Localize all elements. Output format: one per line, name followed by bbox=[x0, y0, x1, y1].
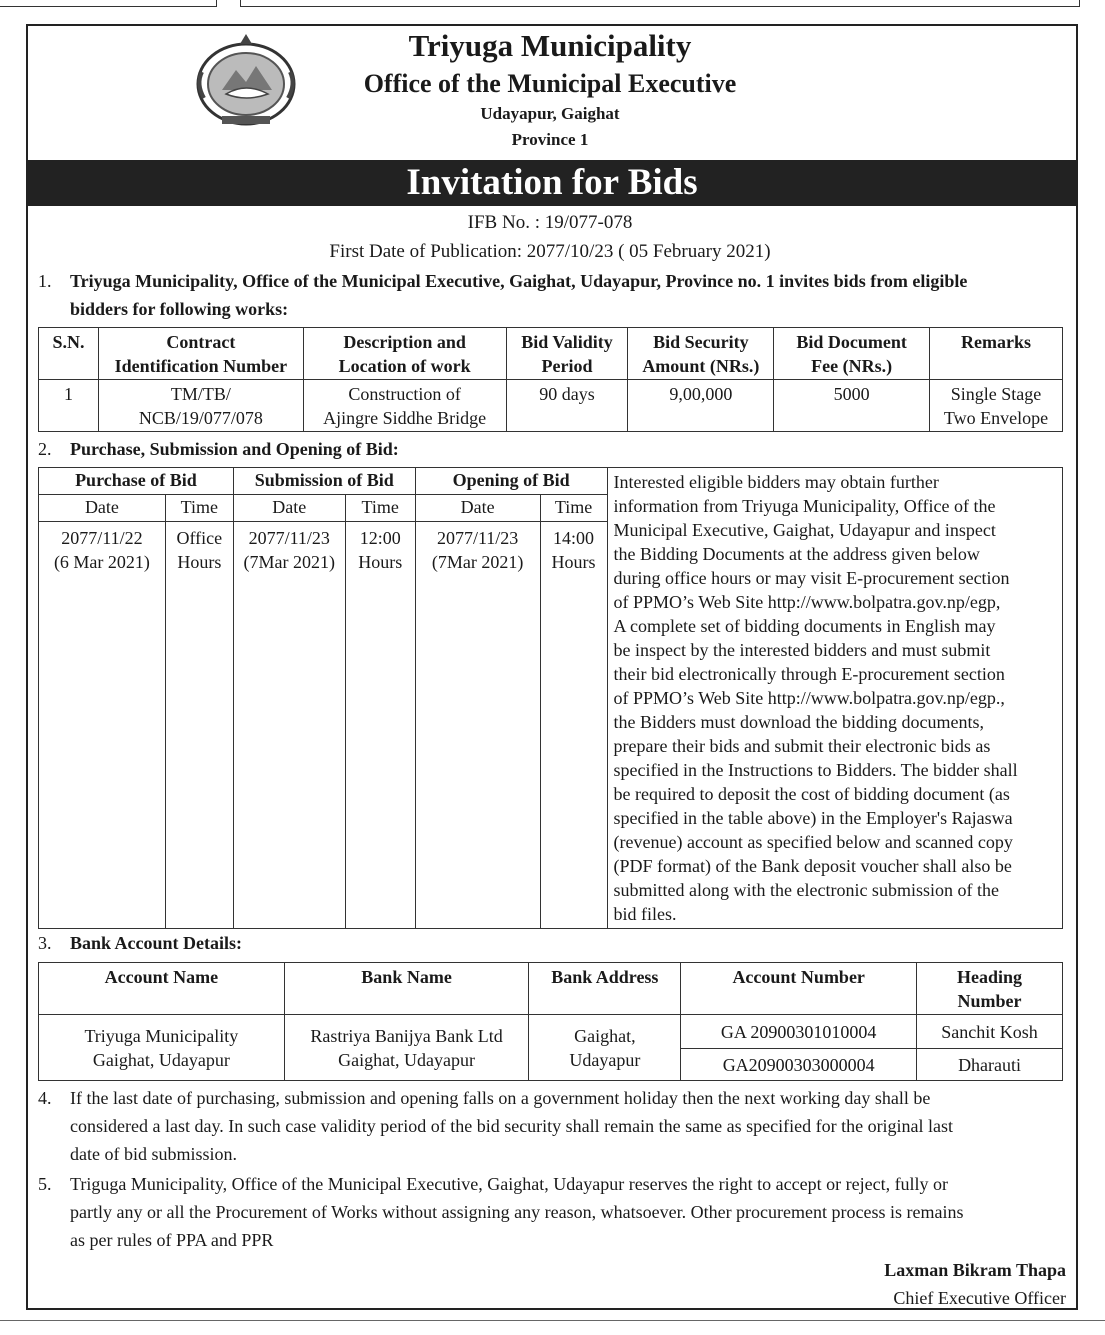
header-heading-number: Heading Number bbox=[917, 963, 1063, 1015]
cell-bid-fee: 5000 bbox=[774, 380, 930, 432]
province: Province 1 bbox=[511, 130, 589, 149]
ifb-number: IFB No. : 19/077-078 bbox=[467, 212, 633, 233]
item2-number: 2. bbox=[38, 439, 52, 459]
header-remarks: Remarks bbox=[930, 328, 1063, 380]
item2-title: Purchase, Submission and Opening of Bid: bbox=[70, 439, 399, 459]
header-sn: S.N. bbox=[39, 328, 99, 380]
group-submission: Submission of Bid bbox=[233, 468, 415, 495]
office-address: Udayapur, Gaighat bbox=[480, 104, 620, 123]
sub-time: Time bbox=[165, 495, 233, 522]
header-description: Description and Location of work bbox=[303, 328, 506, 380]
submission-date: 2077/11/23 (7Mar 2021) bbox=[233, 522, 345, 929]
sub-time: Time bbox=[540, 495, 607, 522]
cell-bank-name: Rastriya Banijya Bank Ltd Gaighat, Udayapur bbox=[284, 1015, 529, 1081]
header-account-number: Account Number bbox=[681, 963, 917, 1015]
header-bid-validity: Bid Validity Period bbox=[506, 328, 628, 380]
group-opening: Opening of Bid bbox=[415, 468, 607, 495]
top-border-left bbox=[0, 0, 217, 7]
cell-description: Construction of Ajingre Siddhe Bridge bbox=[303, 380, 506, 432]
bottom-divider bbox=[0, 1320, 1105, 1321]
item3-title: Bank Account Details: bbox=[70, 933, 243, 953]
cell-contract-id: TM/TB/ NCB/19/077/078 bbox=[98, 380, 303, 432]
cell-bank-address: Gaighat, Udayapur bbox=[529, 1015, 681, 1081]
cell-account-number: GA20900303000004 bbox=[681, 1049, 917, 1081]
header-contract-id: Contract Identification Number bbox=[98, 328, 303, 380]
schedule-group-row bbox=[39, 468, 1063, 495]
group-purchase: Purchase of Bid bbox=[39, 468, 234, 495]
cell-account-name: Triyuga Municipality Gaighat, Udayapur bbox=[39, 1015, 285, 1081]
purchase-date: 2077/11/22 (6 Mar 2021) bbox=[39, 522, 166, 929]
item1-number: 1. bbox=[38, 271, 52, 291]
office-title: Office of the Municipal Executive bbox=[363, 69, 737, 98]
item1-line1: Triyuga Municipality, Office of the Municipal Executive, Gaighat, Udayapur, Province no. 1 invites bids from eligible bbox=[70, 271, 968, 291]
works-table bbox=[38, 327, 1063, 432]
header-bank-name: Bank Name bbox=[284, 963, 529, 1015]
item5-number: 5. bbox=[38, 1174, 52, 1194]
sub-date: Date bbox=[233, 495, 345, 522]
publication-date: First Date of Publication: 2077/10/23 ( 05 February 2021) bbox=[329, 241, 771, 262]
cell-heading: Dharauti bbox=[917, 1049, 1063, 1081]
top-border-right bbox=[240, 0, 1080, 7]
header-bid-security: Bid Security Amount (NRs.) bbox=[628, 328, 774, 380]
sub-time: Time bbox=[345, 495, 415, 522]
sub-date: Date bbox=[415, 495, 540, 522]
header-account-name: Account Name bbox=[39, 963, 285, 1015]
cell-account-number: GA 20900301010004 bbox=[681, 1015, 917, 1049]
table-row bbox=[39, 380, 1063, 432]
cell-sn: 1 bbox=[39, 380, 99, 432]
item4-text: If the last date of purchasing, submission and opening falls on a government holiday then the next working day shall be considered a last day. In such case validity period of the bid security shall remain the same as specified for the original last date of bid submission. bbox=[70, 1088, 954, 1164]
purchase-time: Office Hours bbox=[165, 522, 233, 929]
cell-heading: Sanchit Kosh bbox=[917, 1015, 1063, 1049]
header-bank-address: Bank Address bbox=[529, 963, 681, 1015]
bank-table bbox=[38, 962, 1063, 1081]
invitation-banner: Invitation for Bids bbox=[28, 160, 1076, 206]
opening-date: 2077/11/23 (7Mar 2021) bbox=[415, 522, 540, 929]
item4-number: 4. bbox=[38, 1088, 52, 1108]
bank-header-row bbox=[39, 963, 1063, 1015]
bid-info-text: Interested eligible bidders may obtain further information from Triyuga Municipality, Office of the Municipal Executive, Gaighat, Udayapur and inspect the Bidding Documents at the address given below during office hours or may visit E-procurement section of PPMO’s Web Site http://www.bolpatra.gov.np/egp, A complete set of bidding documents in English may be inspect by the interested bidders and must submit their bid electronically through E-procurement section of PPMO’s Web Site http://www.bolpatra.gov.np/egp., the Bidders must download the bidding documents, prepare their bids and submit their electronic bids as specified in the Instructions to Bidders. The bidder shall be required to deposit the cost of bidding document (as specified in the table above) in the Employer's Rajaswa (revenue) account as specified below and scanned copy (PDF format) of the Bank deposit voucher shall also be submitted along with the electronic submission of the bid files. bbox=[607, 468, 1063, 929]
sub-date: Date bbox=[39, 495, 166, 522]
item3-number: 3. bbox=[38, 933, 52, 953]
opening-time: 14:00 Hours bbox=[540, 522, 607, 929]
signatory-designation: Chief Executive Officer bbox=[893, 1288, 1066, 1308]
municipality-title: Triyuga Municipality bbox=[408, 28, 692, 63]
cell-bid-security: 9,00,000 bbox=[628, 380, 774, 432]
nepal-emblem-icon bbox=[192, 32, 300, 128]
cell-bid-validity: 90 days bbox=[506, 380, 628, 432]
schedule-table bbox=[38, 467, 1063, 929]
item1-line2: bidders for following works: bbox=[70, 299, 289, 319]
works-header-row bbox=[39, 328, 1063, 380]
cell-remarks: Single Stage Two Envelope bbox=[930, 380, 1063, 432]
signatory-name: Laxman Bikram Thapa bbox=[884, 1260, 1066, 1280]
submission-time: 12:00 Hours bbox=[345, 522, 415, 929]
item5-text: Triguga Municipality, Office of the Municipal Executive, Gaighat, Udayapur reserves the right to accept or reject, fully or partly any or all the Procurement of Works without assigning any reason, whatsoever. Other procurement process is remains as per rules of PPA and PPR bbox=[70, 1174, 964, 1250]
table-row bbox=[39, 1015, 1063, 1049]
header-bid-fee: Bid Document Fee (NRs.) bbox=[774, 328, 930, 380]
